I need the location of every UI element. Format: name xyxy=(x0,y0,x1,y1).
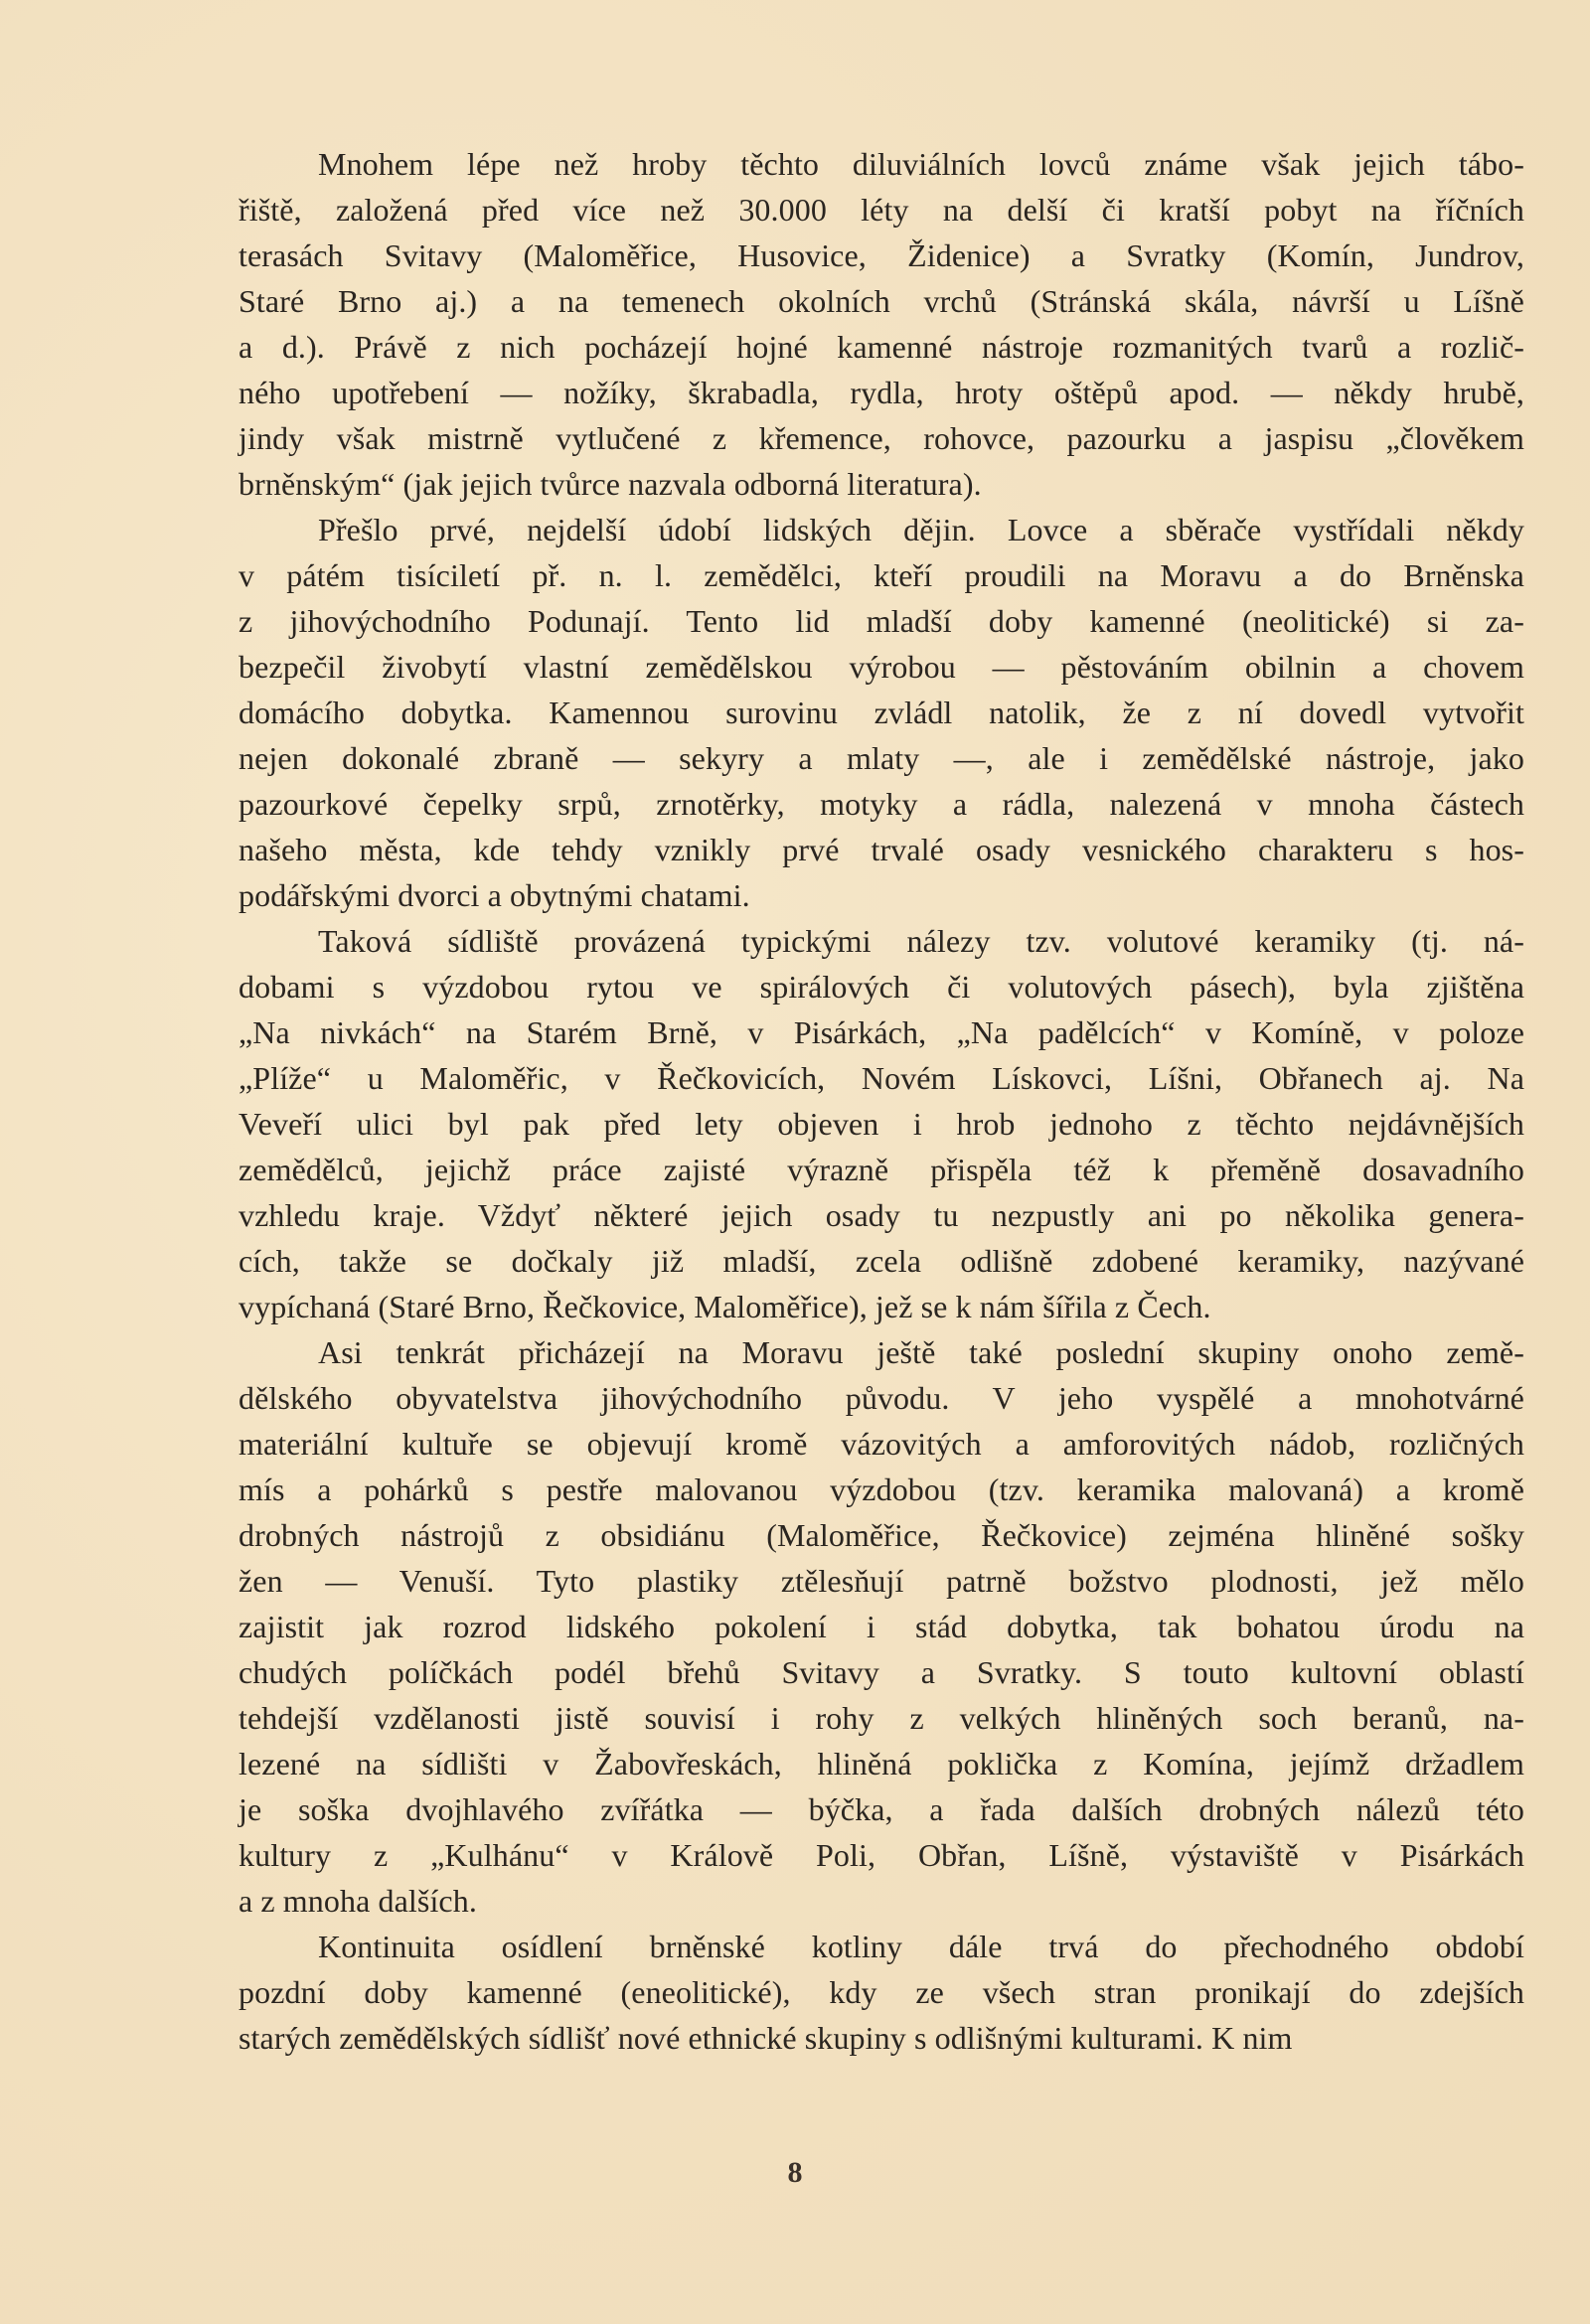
text-line: vypíchaná (Staré Brno, Řečkovice, Maloměřice), jež se k nám šířila z Čech. xyxy=(238,1289,1211,1324)
text-line: a z mnoha dalších. xyxy=(238,1883,477,1919)
text-line: jindy však mistrně vytlučené z křemence, rohovce, pazourku a jaspisu „člověkem xyxy=(238,420,1524,456)
text-line: je soška dvojhlavého zvířátka — býčka, a řada dalších drobných nálezů této xyxy=(238,1791,1524,1827)
body-text xyxy=(238,141,1524,2061)
text-line: „Na nivkách“ na Starém Brně, v Pisárkách, „Na padělcích“ v Komíně, v poloze xyxy=(238,1014,1524,1050)
paragraph xyxy=(238,918,1524,1329)
text-line: pazourkové čepelky srpů, zrnotěrky, motyky a rádla, nalezená v mnoha částech xyxy=(238,786,1524,822)
text-line: lezené na sídlišti v Žabovřeskách, hliněná poklička z Komína, jejímž držadlem xyxy=(238,1746,1524,1782)
text-line: podářskými dvorci a obytnými chatami. xyxy=(238,877,750,913)
text-line: a d.). Právě z nich pocházejí hojné kamenné nástroje rozmanitých tvarů a rozlič- xyxy=(238,329,1524,365)
text-line: mís a pohárků s pestře malovanou výzdobou (tzv. keramika malovaná) a kromě xyxy=(238,1472,1524,1507)
text-line: kultury z „Kulhánu“ v Králově Poli, Obřan, Líšně, výstaviště v Pisárkách xyxy=(238,1837,1524,1873)
text-line: žen — Venuší. Tyto plastiky ztělesňují patrně božstvo plodnosti, jež mělo xyxy=(238,1563,1524,1599)
text-line: starých zemědělských sídlišť nové ethnické skupiny s odlišnými kulturami. K nim xyxy=(238,2020,1293,2056)
text-line: z jihovýchodního Podunají. Tento lid mladší doby kamenné (neolitické) si za- xyxy=(238,603,1524,639)
text-line: Staré Brno aj.) a na temenech okolních vrchů (Stránská skála, návrší u Líšně xyxy=(238,283,1524,319)
text-line: zemědělců, jejichž práce zajisté výrazně přispěla též k přeměně dosavadního xyxy=(238,1152,1524,1187)
text-line: Asi tenkrát přicházejí na Moravu ještě také poslední skupiny onoho země- xyxy=(318,1334,1524,1370)
text-line: našeho města, kde tehdy vznikly prvé trvalé osady vesnického charakteru s hos- xyxy=(238,832,1524,867)
text-line: bezpečil živobytí vlastní zemědělskou výrobou — pěstováním obilnin a chovem xyxy=(238,649,1524,685)
text-line: vzhledu kraje. Vždyť některé jejich osady tu nezpustly ani po několika genera- xyxy=(238,1197,1524,1233)
text-line: terasách Svitavy (Maloměřice, Husovice, Židenice) a Svratky (Komín, Jundrov, xyxy=(238,237,1524,273)
text-line: „Plíže“ u Maloměřic, v Řečkovicích, Novém Lískovci, Líšni, Obřanech aj. Na xyxy=(238,1060,1524,1096)
text-line: Taková sídliště provázená typickými nálezy tzv. volutové keramiky (tj. ná- xyxy=(318,923,1524,959)
text-line: Přešlo prvé, nejdelší údobí lidských dějin. Lovce a sběrače vystřídali někdy xyxy=(318,512,1524,547)
text-line: řiště, založená před více než 30.000 léty na delší či kratší pobyt na říčních xyxy=(238,192,1524,228)
text-line: Veveří ulici byl pak před lety objeven i hrob jednoho z těchto nejdávnějších xyxy=(238,1106,1524,1142)
page-number: 8 xyxy=(787,2156,803,2189)
text-line: dobami s výzdobou rytou ve spirálových či volutových pásech), byla zjištěna xyxy=(238,969,1524,1005)
text-line: Mnohem lépe než hroby těchto diluviálních lovců známe však jejich tábo- xyxy=(318,146,1524,182)
text-line: nejen dokonalé zbraně — sekyry a mlaty —, ale i zemědělské nástroje, jako xyxy=(238,740,1524,776)
text-line: materiální kultuře se objevují kromě vázovitých a amforovitých nádob, rozličných xyxy=(238,1426,1524,1462)
text-line: brněnským“ (jak jejich tvůrce nazvala odborná literatura). xyxy=(238,466,982,502)
paragraph xyxy=(238,1329,1524,1924)
text-line: zajistit jak rozrod lidského pokolení i stád dobytka, tak bohatou úrodu na xyxy=(238,1609,1524,1644)
text-line: cích, takže se dočkaly již mladší, zcela odlišně zdobené keramiky, nazývané xyxy=(238,1243,1524,1279)
text-line: ného upotřebení — nožíky, škrabadla, rydla, hroty oštěpů apod. — někdy hrubě, xyxy=(238,375,1524,410)
text-line: v pátém tisíciletí př. n. l. zemědělci, kteří proudili na Moravu a do Brněnska xyxy=(238,557,1524,593)
text-line: pozdní doby kamenné (eneolitické), kdy ze všech stran pronikají do zdejších xyxy=(238,1974,1524,2010)
text-line: dělského obyvatelstva jihovýchodního původu. V jeho vyspělé a mnohotvárné xyxy=(238,1380,1524,1416)
text-line: chudých políčkách podél břehů Svitavy a Svratky. S touto kultovní oblastí xyxy=(238,1654,1524,1690)
paragraph xyxy=(238,507,1524,918)
text-line: tehdejší vzdělanosti jistě souvisí i rohy z velkých hliněných soch beranů, na- xyxy=(238,1700,1524,1736)
text-line: Kontinuita osídlení brněnské kotliny dále trvá do přechodného období xyxy=(318,1929,1524,1964)
text-line: domácího dobytka. Kamennou surovinu zvládl natolik, že z ní dovedl vytvořit xyxy=(238,695,1524,730)
text-line: drobných nástrojů z obsidiánu (Maloměřice, Řečkovice) zejména hliněné sošky xyxy=(238,1517,1524,1553)
paragraph xyxy=(238,141,1524,507)
paragraph xyxy=(238,1924,1524,2061)
